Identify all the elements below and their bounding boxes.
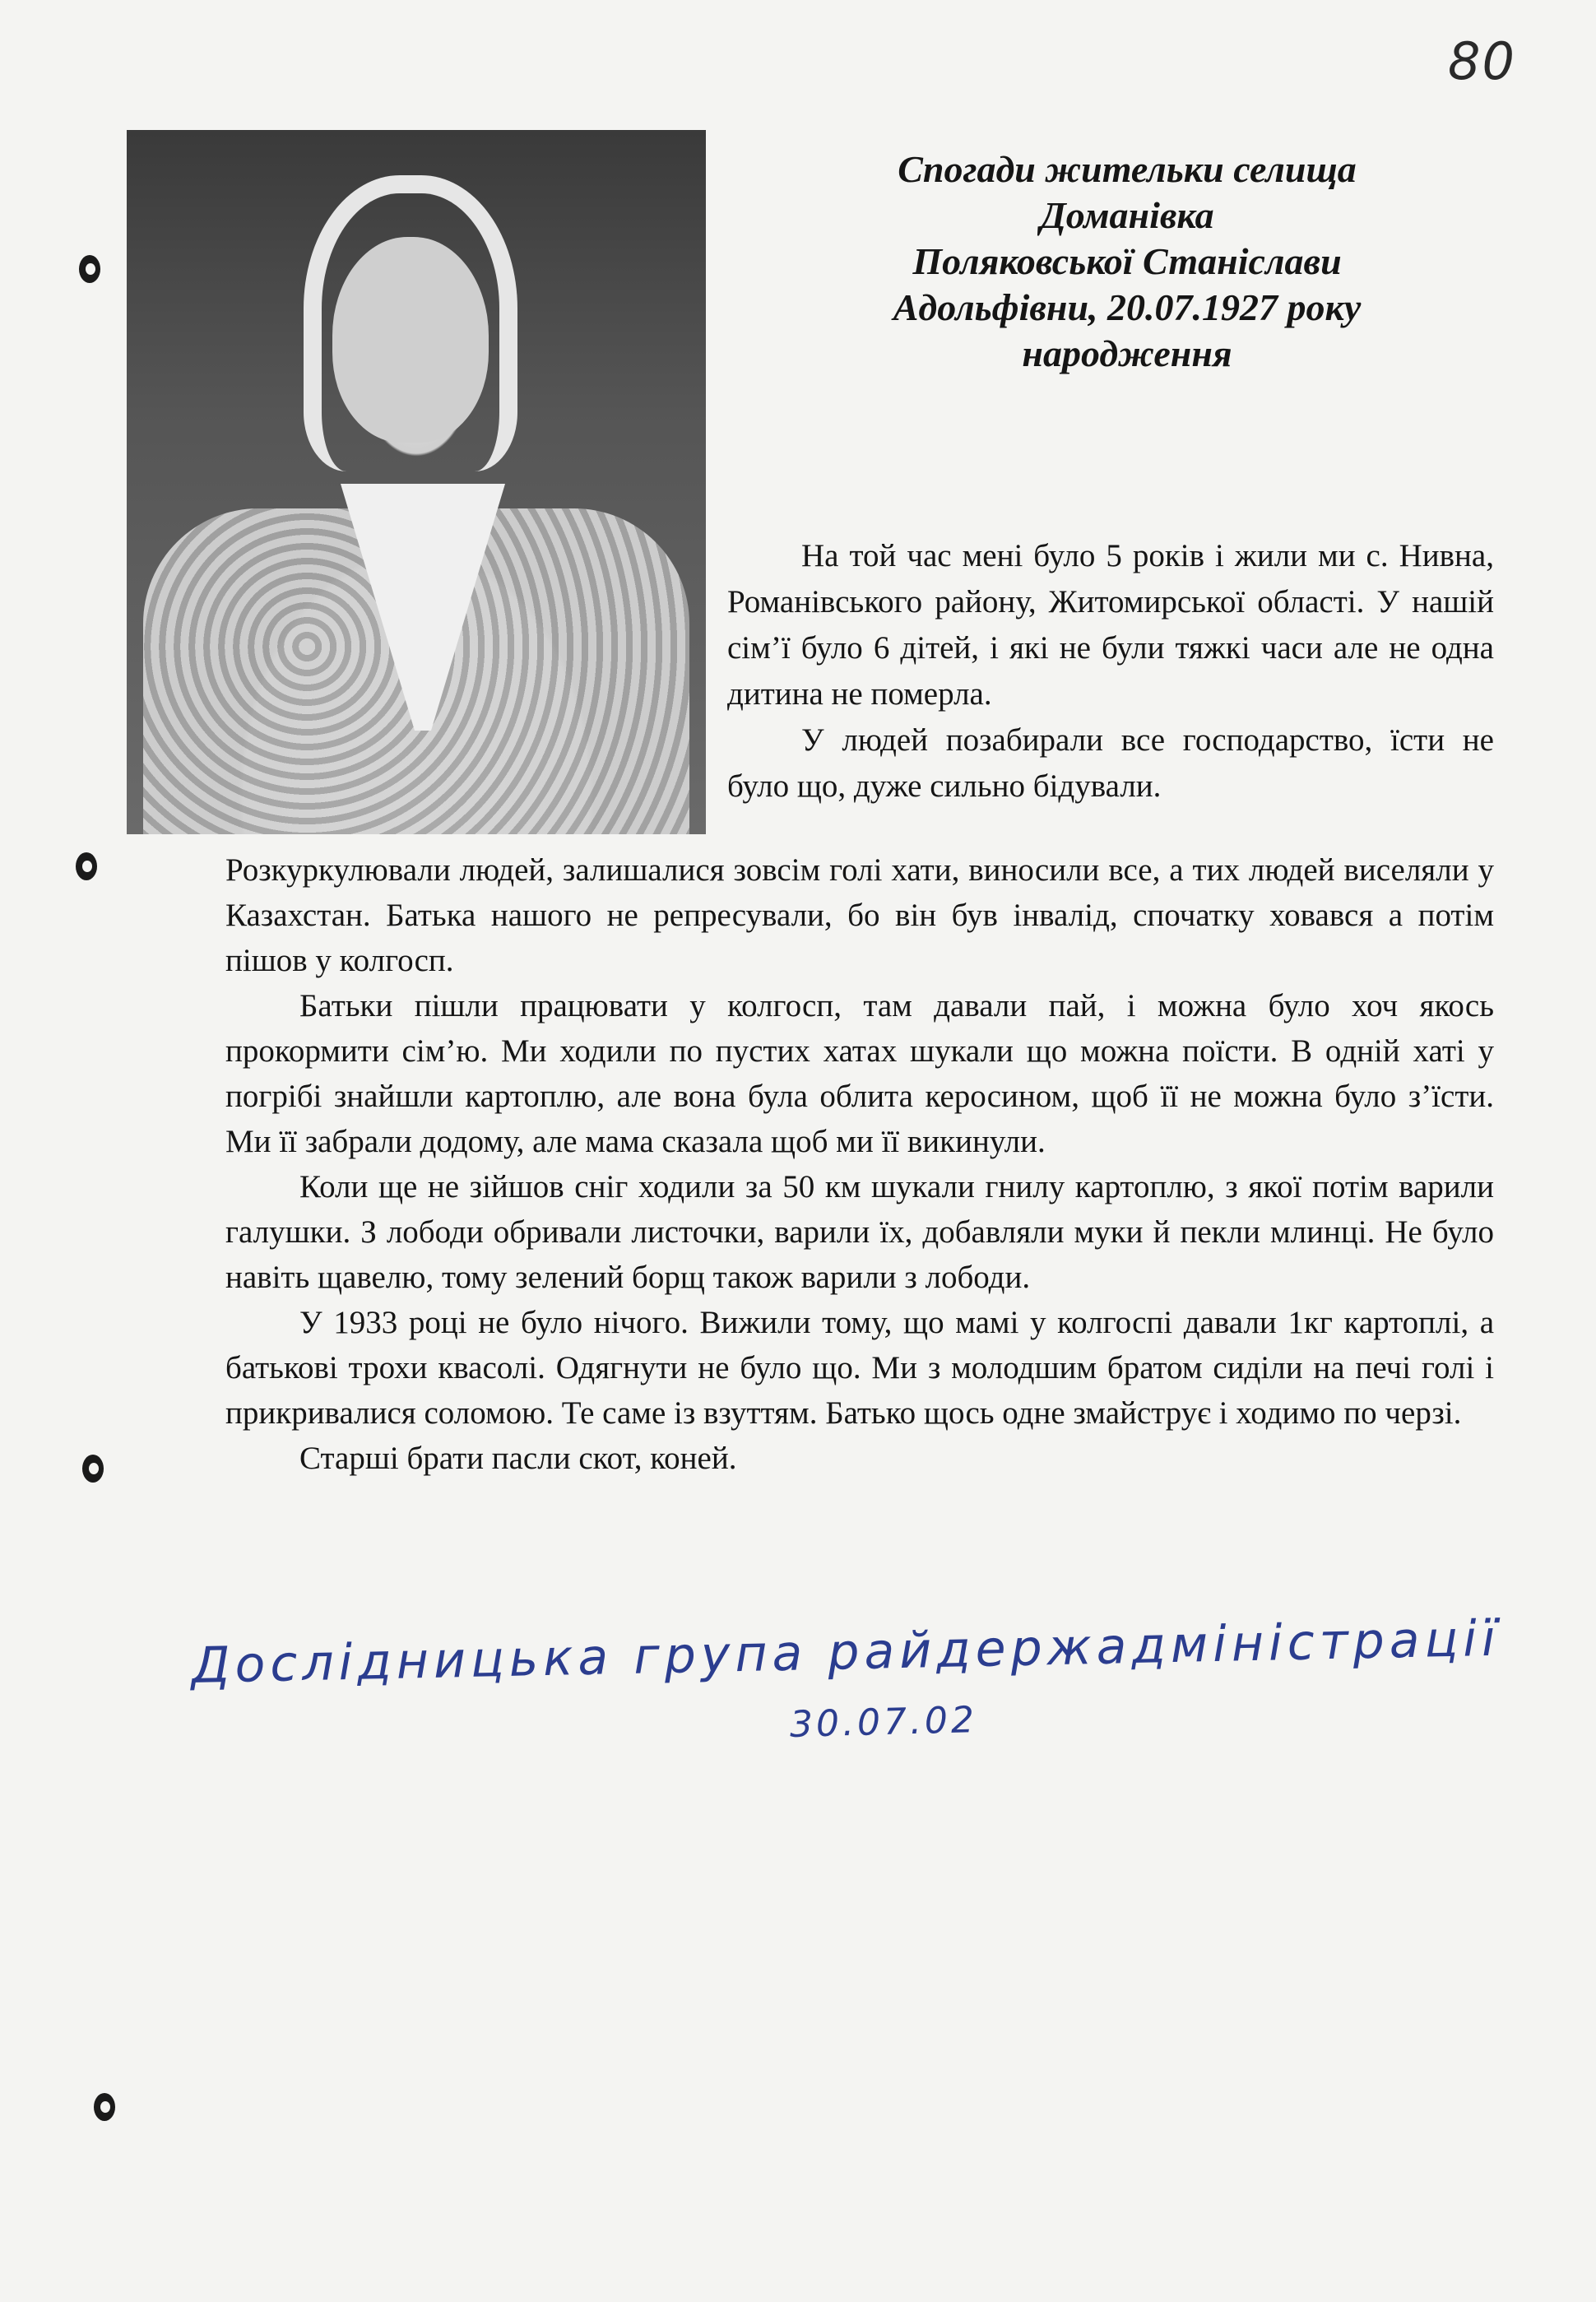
punch-hole [94, 2093, 115, 2121]
paragraph: Розкуркулювали людей, залишалися зовсім голі хати, виносили все, а тих людей виселяли у Казахстан. Батька нашого не репресували, бо він був інвалід, спочатку ховався а потім пішов у колгосп. [225, 852, 1494, 978]
body-text-full [225, 847, 1494, 1481]
document-title [782, 146, 1473, 377]
photo-face [332, 237, 489, 443]
punch-hole [76, 852, 97, 880]
portrait-photo [127, 130, 706, 834]
paragraph: Батьки пішли працювати у колгосп, там давали пай, і можна було хоч якось прокормити сім’ю. Ми ходили по пустих хатах шукали що можна поїсти. В одній хаті у погрібі знайшли картоплю, але вона була облита керосином, щоб її не можна було з’їсти. Ми її забрали додому, але мама сказала щоб ми її викинули. [225, 988, 1494, 1159]
punch-hole [79, 255, 100, 283]
title-line: народження [1022, 332, 1232, 374]
paragraph: У людей позабирали все господарство, їсти не було що, дуже сильно бідували. [727, 722, 1494, 804]
title-line: Спогади жительки селища [898, 148, 1357, 190]
title-line: Адольфівни, 20.07.1927 року [893, 286, 1362, 328]
paragraph: На той час мені було 5 років і жили ми с. Нивна, Романівського району, Житомирської області. У нашій сім’ї було 6 дітей, і які не були тяжкі часи але не одна дитина не померла. [727, 538, 1494, 712]
paragraph: Старші брати пасли скот, коней. [299, 1441, 737, 1476]
handwritten-note: Дослідницька група райдержадміністрації [191, 1609, 1501, 1695]
handwritten-date: 30.07.02 [789, 1699, 978, 1746]
paragraph: Коли ще не зійшов сніг ходили за 50 км шукали гнилу картоплю, з якої потім варили галушки. З лободи обривали листочки, варили їх, добавляли муки й пекли млинці. Не було навіть щавелю, тому зелений борщ також варили з лободи. [225, 1169, 1494, 1295]
page-number: 80 [1448, 31, 1516, 91]
body-text-top [727, 533, 1494, 810]
paragraph: У 1933 році не було нічого. Вижили тому, що мамі у колгоспі давали 1кг картоплі, а батькові трохи квасолі. Одягнути не було що. Ми з молодшим братом сиділи на печі голі і прикривалися соломою. Те саме із взуттям. Батько щось одне змайструє і ходимо по черзі. [225, 1305, 1494, 1431]
title-line: Поляковської Станіслави [912, 240, 1342, 282]
title-line: Доманівка [1040, 194, 1214, 236]
punch-hole [82, 1455, 104, 1483]
